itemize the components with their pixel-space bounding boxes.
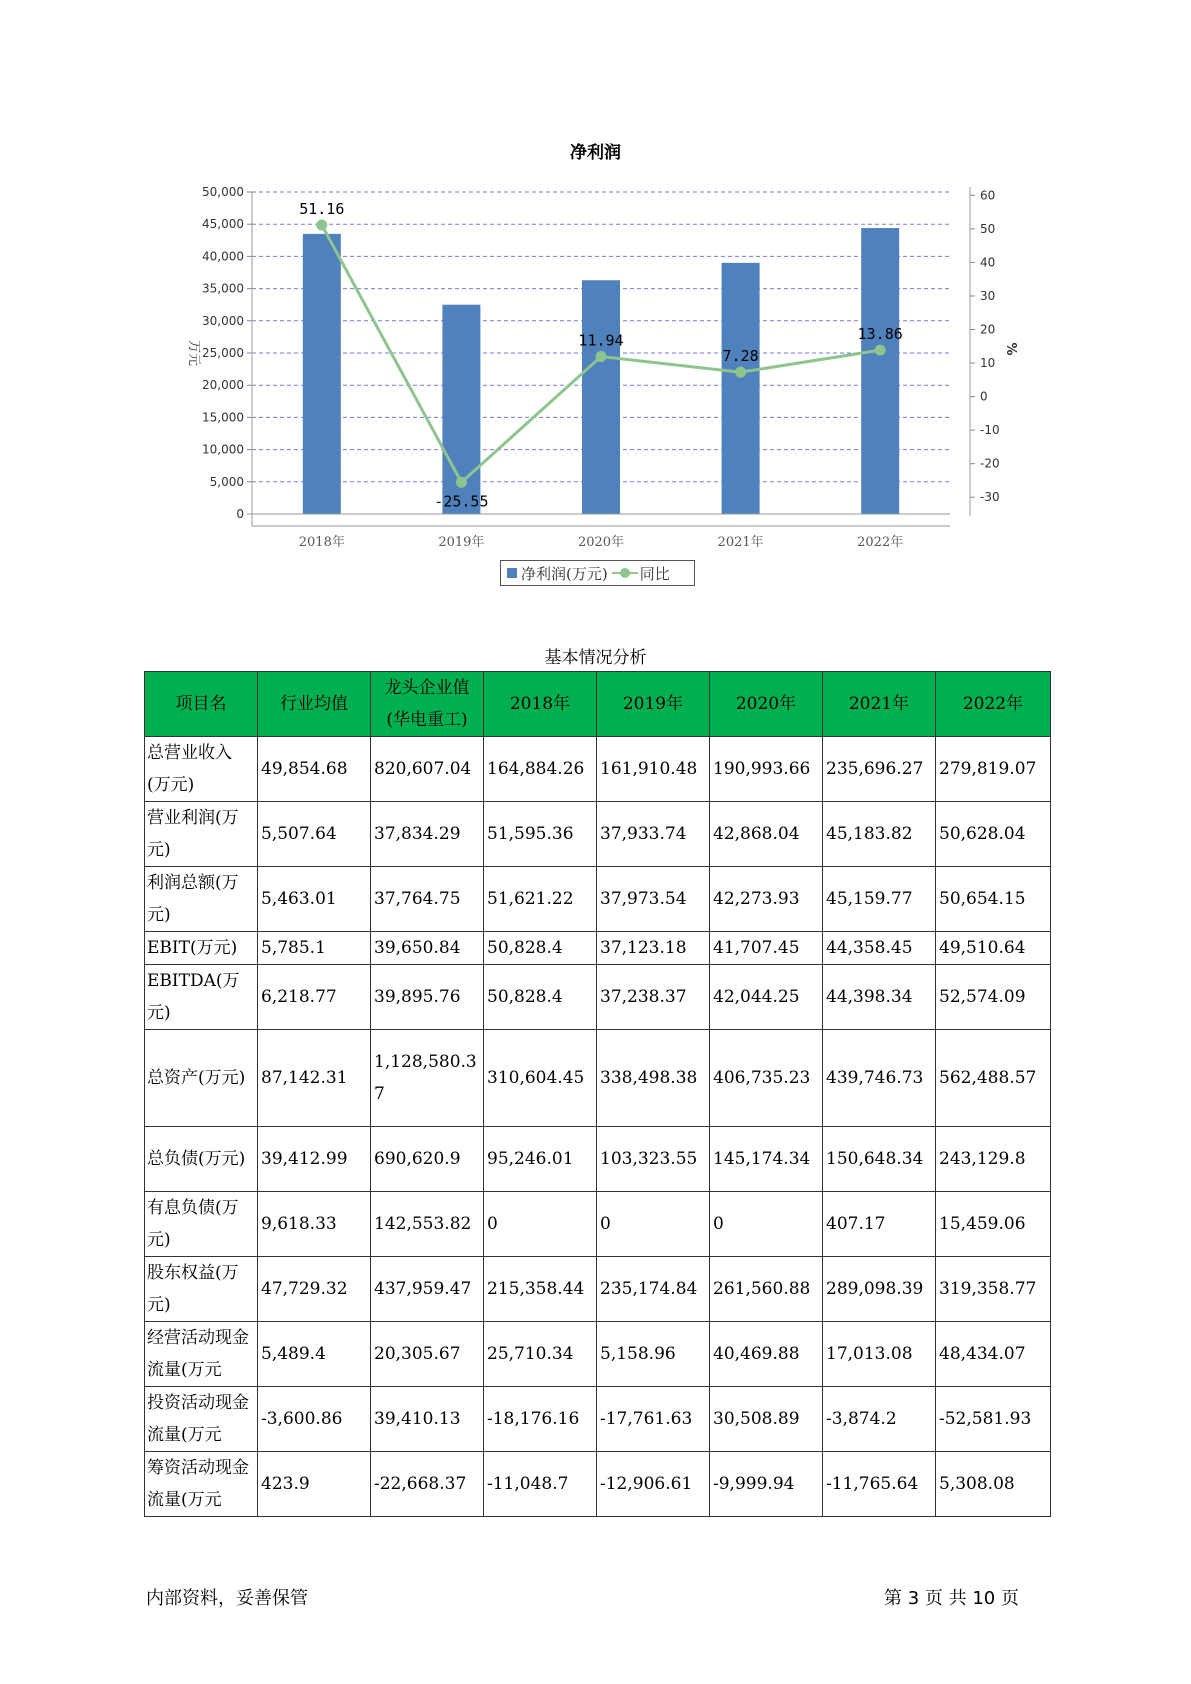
value-cell: 47,729.32 [258,1257,371,1322]
value-cell: -11,048.7 [484,1452,597,1517]
bar [303,234,341,514]
value-cell: 39,412.99 [258,1127,371,1192]
value-cell: 338,498.38 [597,1030,710,1127]
legend-line-swatch [612,567,638,579]
row-label-cell: EBIT(万元) [145,932,258,965]
y-tick-label: 45,000 [202,217,244,232]
value-cell: 310,604.45 [484,1030,597,1127]
yoy-point [596,351,607,362]
row-label-cell: 总负债(万元) [145,1127,258,1192]
x-tick-label: 2021年 [717,535,764,550]
value-cell: 44,358.45 [823,932,936,965]
chart-bars [303,228,899,514]
value-cell: 690,620.9 [371,1127,484,1192]
value-cell: 5,489.4 [258,1322,371,1387]
table-row [145,867,1051,932]
value-cell: 42,868.04 [710,802,823,867]
value-cell: -3,600.86 [258,1387,371,1452]
y-tick-label: 5,000 [209,474,244,489]
row-label-cell: 投资活动现金流量(万元 [145,1387,258,1452]
row-label-cell: 营业利润(万元) [145,802,258,867]
y-tick-label: 15,000 [202,410,244,425]
value-cell: 5,308.08 [936,1452,1051,1517]
table-body [145,737,1051,1517]
value-cell: 423.9 [258,1452,371,1517]
y-tick-label: 0 [236,507,244,521]
bar [582,280,620,514]
y2-tick-label: 0 [980,389,988,404]
value-cell: 15,459.06 [936,1192,1051,1257]
value-cell: 50,828.4 [484,932,597,965]
table-header-cell: 2018年 [484,672,597,737]
legend-bar-swatch [507,568,517,578]
y2-tick-label: -30 [980,490,1000,505]
value-cell: 30,508.89 [710,1387,823,1452]
row-label-cell: EBITDA(万元) [145,965,258,1030]
row-label-cell: 筹资活动现金流量(万元 [145,1452,258,1517]
yoy-data-label: -25.55 [434,492,489,511]
table-row [145,1452,1051,1517]
value-cell: 39,410.13 [371,1387,484,1452]
value-cell: 52,574.09 [936,965,1051,1030]
value-cell: 215,358.44 [484,1257,597,1322]
yoy-data-label: 13.86 [857,325,903,344]
value-cell: 50,828.4 [484,965,597,1030]
row-label-cell: 股东权益(万元) [145,1257,258,1322]
value-cell: 161,910.48 [597,737,710,802]
table-header-cell: 2020年 [710,672,823,737]
value-cell: 42,044.25 [710,965,823,1030]
value-cell: 50,628.04 [936,802,1051,867]
value-cell: 6,218.77 [258,965,371,1030]
value-cell: 49,510.64 [936,932,1051,965]
y2-axis-label: % [1003,342,1018,356]
value-cell: -52,581.93 [936,1387,1051,1452]
value-cell: 5,463.01 [258,867,371,932]
row-label-cell: 有息负债(万元) [145,1192,258,1257]
value-cell: 103,323.55 [597,1127,710,1192]
value-cell: 45,183.82 [823,802,936,867]
basic-analysis-table [144,671,1051,1517]
value-cell: 5,785.1 [258,932,371,965]
table-header-row [145,672,1051,737]
value-cell: 37,764.75 [371,867,484,932]
value-cell: 37,834.29 [371,802,484,867]
table-caption: 基本情况分析 [544,648,647,668]
y2-tick-label: 60 [980,188,996,203]
row-label-cell: 总营业收入(万元) [145,737,258,802]
value-cell: -12,906.61 [597,1452,710,1517]
chart-legend [500,560,695,586]
value-cell: 437,959.47 [371,1257,484,1322]
table-row [145,932,1051,965]
value-cell: 37,238.37 [597,965,710,1030]
value-cell: 243,129.8 [936,1127,1051,1192]
value-cell: 41,707.45 [710,932,823,965]
y-tick-label: 25,000 [202,346,244,360]
table-header-cell: 项目名 [145,672,258,737]
y-tick-label: 20,000 [202,378,244,393]
y-tick-label: 35,000 [202,281,244,296]
y2-tick-label: 10 [980,356,996,371]
chart-title: 净利润 [570,143,621,163]
value-cell: 190,993.66 [710,737,823,802]
table-row [145,1127,1051,1192]
value-cell: 150,648.34 [823,1127,936,1192]
table-row [145,1030,1051,1127]
value-cell: 39,650.84 [371,932,484,965]
value-cell: 9,618.33 [258,1192,371,1257]
table-row [145,1257,1051,1322]
yoy-point [316,220,327,231]
value-cell: 45,159.77 [823,867,936,932]
value-cell: 5,507.64 [258,802,371,867]
table-row [145,965,1051,1030]
table-header-cell: 2022年 [936,672,1051,737]
value-cell: 164,884.26 [484,737,597,802]
value-cell: 87,142.31 [258,1030,371,1127]
value-cell: 40,469.88 [710,1322,823,1387]
yoy-point [735,367,746,378]
value-cell: -17,761.63 [597,1387,710,1452]
value-cell: 50,654.15 [936,867,1051,932]
value-cell: 37,123.18 [597,932,710,965]
yoy-data-label: 11.94 [578,331,624,350]
table-header-cell: 2019年 [597,672,710,737]
value-cell: 39,895.76 [371,965,484,1030]
value-cell: 0 [710,1192,823,1257]
value-cell: 37,933.74 [597,802,710,867]
value-cell: 51,595.36 [484,802,597,867]
value-cell: 49,854.68 [258,737,371,802]
value-cell: 44,398.34 [823,965,936,1030]
row-label-cell: 利润总额(万元) [145,867,258,932]
value-cell: 1,128,580.37 [371,1030,484,1127]
x-tick-label: 2018年 [298,535,345,550]
x-tick-label: 2019年 [438,535,485,550]
yoy-data-label: 7.28 [722,347,759,366]
y-tick-label: 30,000 [202,313,244,328]
footer-note: 内部资料，妥善保管 [146,1588,308,1609]
table-row [145,802,1051,867]
row-label-cell: 经营活动现金流量(万元 [145,1322,258,1387]
table-row [145,1387,1051,1452]
value-cell: 406,735.23 [710,1030,823,1127]
table-row [145,737,1051,802]
y2-tick-label: 20 [980,322,996,337]
page-number: 第 3 页 共 10 页 [884,1588,1019,1609]
y2-tick-label: 40 [980,255,996,270]
table-header-cell: 龙头企业值(华电重工) [371,672,484,737]
value-cell: 42,273.93 [710,867,823,932]
value-cell: 407.17 [823,1192,936,1257]
value-cell: 17,013.08 [823,1322,936,1387]
x-tick-label: 2020年 [577,535,625,550]
value-cell: -11,765.64 [823,1452,936,1517]
yoy-data-label: 51.16 [299,200,345,219]
value-cell: 261,560.88 [710,1257,823,1322]
value-cell: 0 [597,1192,710,1257]
value-cell: 820,607.04 [371,737,484,802]
yoy-point [456,477,467,488]
value-cell: 235,174.84 [597,1257,710,1322]
y-tick-label: 50,000 [202,185,244,199]
value-cell: -22,668.37 [371,1452,484,1517]
yoy-point [875,345,886,356]
value-cell: 0 [484,1192,597,1257]
value-cell: -3,874.2 [823,1387,936,1452]
value-cell: 37,973.54 [597,867,710,932]
bar [722,263,760,514]
y2-tick-label: -10 [980,423,1000,438]
y-axis-label: 万元 [186,339,201,367]
y-tick-label: 40,000 [202,249,244,264]
value-cell: 279,819.07 [936,737,1051,802]
value-cell: 319,358.77 [936,1257,1051,1322]
table-header-cell: 行业均值 [258,672,371,737]
y-tick-label: 10,000 [202,442,244,457]
value-cell: 20,305.67 [371,1322,484,1387]
value-cell: 25,710.34 [484,1322,597,1387]
legend-bar-label: 净利润(万元) [521,564,608,583]
value-cell: -9,999.94 [710,1452,823,1517]
y2-tick-label: 30 [980,288,996,303]
value-cell: 562,488.57 [936,1030,1051,1127]
value-cell: 142,553.82 [371,1192,484,1257]
x-tick-label: 2022年 [857,535,904,550]
value-cell: 289,098.39 [823,1257,936,1322]
table-row [145,1192,1051,1257]
table-row [145,1322,1051,1387]
value-cell: -18,176.16 [484,1387,597,1452]
value-cell: 145,174.34 [710,1127,823,1192]
row-label-cell: 总资产(万元) [145,1030,258,1127]
value-cell: 439,746.73 [823,1030,936,1127]
bar [861,228,899,514]
value-cell: 95,246.01 [484,1127,597,1192]
value-cell: 51,621.22 [484,867,597,932]
y2-tick-label: -20 [980,456,1000,471]
value-cell: 235,696.27 [823,737,936,802]
legend-line-label: 同比 [639,564,670,583]
y2-tick-label: 50 [980,221,996,236]
value-cell: 5,158.96 [597,1322,710,1387]
net-profit-chart [0,0,1191,560]
table-header-cell: 2021年 [823,672,936,737]
value-cell: 48,434.07 [936,1322,1051,1387]
